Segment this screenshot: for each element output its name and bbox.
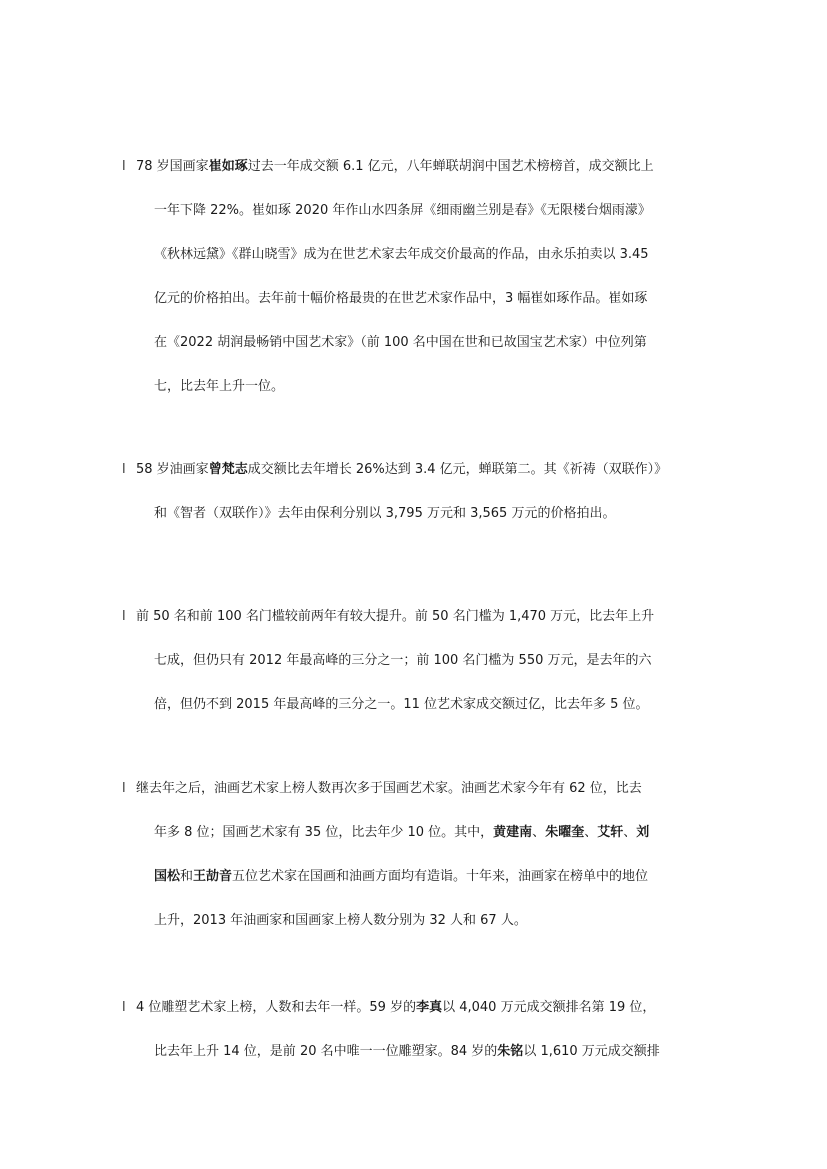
text-line [154,646,712,676]
text-segment: 78 岁国画家 [136,159,209,174]
artist-name: 李真 [416,1000,443,1015]
artist-name: 黄建南 [493,825,533,840]
text-segment: 继去年之后，油画艺术家上榜人数再次多于国画艺术家。油画艺术家今年有 62 位，比去 [136,781,642,796]
text-line [154,818,712,848]
text-segment: 、 [623,825,637,840]
text-segment: 过去一年成交额 6.1 亿元，八年蝉联胡润中国艺术榜榜首，成交额比上 [247,159,654,174]
artist-name: 王劼音 [193,869,233,884]
bullet-marker: l [122,159,126,174]
bullet-marker: l [122,609,126,624]
text-line [154,284,712,314]
text-line [154,499,712,529]
artist-name: 崔如琢 [208,159,248,174]
artist-name: 朱曜奎 [545,825,585,840]
text-line [122,774,712,804]
text-segment: 在《2022 胡润最畅销中国艺术家》（前 100 名中国在世和已故国宝艺术家）中位列第 [154,335,647,350]
artist-name: 国松 [154,869,181,884]
text-segment: 一年下降 22%。崔如琢 2020 年作山水四条屏《细雨幽兰别是春》《无限楼台烟雨濛》 [154,203,651,218]
bullet-marker: l [122,462,126,477]
text-segment: 亿元的价格拍出。去年前十幅价格最贵的在世艺术家作品中，3 幅崔如琢作品。崔如琢 [154,291,648,306]
text-segment: 、 [532,825,546,840]
text-line [122,455,712,485]
text-line [122,152,712,182]
bullet-marker: l [122,781,126,796]
text-segment: 以 4,040 万元成交额排名第 19 位， [442,1000,656,1015]
text-line [154,1037,712,1067]
text-segment: 58 岁油画家 [136,462,209,477]
artist-name: 刘 [636,825,650,840]
text-segment: 以 1,610 万元成交额排 [523,1044,660,1059]
text-line [154,862,712,892]
text-segment: 和《智者（双联作）》去年由保利分别以 3,795 万元和 3,565 万元的价格拍出。 [154,506,616,521]
text-line [154,906,712,936]
text-line [154,328,712,358]
bullet-marker: l [122,1000,126,1015]
text-segment: 年多 8 位；国画艺术家有 35 位，比去年少 10 位。其中， [154,825,494,840]
text-segment: 比去年上升 14 位，是前 20 名中唯一一位雕塑家。84 岁的 [154,1044,498,1059]
artist-name: 艾轩 [597,825,624,840]
text-line [122,602,712,632]
text-segment: 4 位雕塑艺术家上榜，人数和去年一样。59 岁的 [136,1000,417,1015]
text-line [154,240,712,270]
text-line [122,993,712,1023]
text-segment: 《秋林远黛》《群山晓雪》成为在世艺术家去年成交价最高的作品，由永乐拍卖以 3.45 [154,247,649,262]
artist-name: 曾梵志 [208,462,248,477]
artist-name: 朱铭 [497,1044,524,1059]
text-segment: 成交额比去年增长 26%达到 3.4 亿元，蝉联第二。其《祈祷（双联作）》 [247,462,668,477]
text-line [154,690,712,720]
text-line [154,372,712,402]
text-segment: 上升，2013 年油画家和国画家上榜人数分别为 32 人和 67 人。 [154,913,527,928]
text-line [154,196,712,226]
text-segment: 和 [180,869,194,884]
text-segment: 七成，但仍只有 2012 年最高峰的三分之一；前 100 名门槛为 550 万元，是去年的六 [154,653,652,668]
text-segment: 倍，但仍不到 2015 年最高峰的三分之一。11 位艺术家成交额过亿，比去年多 5 位。 [154,697,649,712]
text-segment: 五位艺术家在国画和油画方面均有造诣。十年来，油画家在榜单中的地位 [232,869,649,884]
text-segment: 七，比去年上升一位。 [154,379,285,394]
text-segment: 、 [584,825,598,840]
text-segment: 前 50 名和前 100 名门槛较前两年有较大提升。前 50 名门槛为 1,470 万元，比去年上升 [136,609,655,624]
